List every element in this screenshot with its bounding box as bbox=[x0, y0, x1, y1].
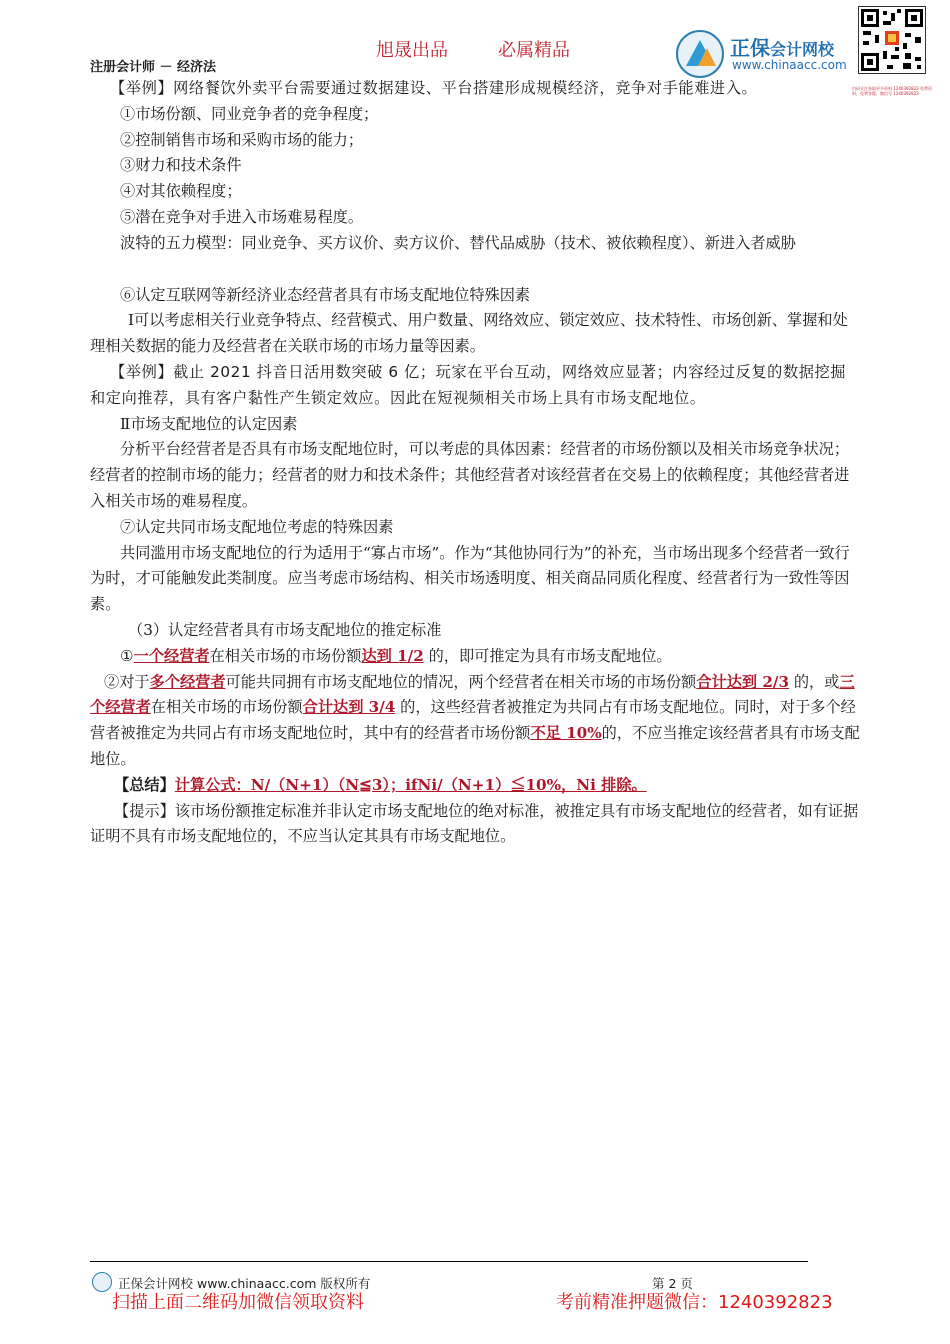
summary: 【总结】计算公式：N/（N+1）（N≦3）；ifNi/（N+1）≦10%，Ni 排除。 bbox=[114, 775, 647, 794]
footer-logo-icon bbox=[92, 1272, 112, 1292]
highlight-two-thirds: 合计达到 2/3 bbox=[696, 672, 790, 691]
example-food-delivery: 【举例】网络餐饮外卖平台需要通过数据建设、平台搭建形成规模经济，竞争对手能难进入。 bbox=[110, 79, 758, 97]
internet-factors: Ⅰ可以考虑相关行业竞争特点、经营模式、用户数量、网络效应、锁定效应、技术特性、市场创新、掌握和处理相关数据的能力及经营者在关联市场的市场力量等因素。 bbox=[90, 311, 848, 356]
example-douyin: 【举例】截止 2021 抖音日活用数突破 6 亿；玩家在平台互动，网络效应显著；内容经过反复的数据挖掘和定向推荐，具有客户黏性产生锁定效应。因此在短视频相关市场上具有市场支配地位。 bbox=[90, 362, 847, 407]
platform-analysis: 分析平台经营者是否具有市场支配地位时，可以考虑的具体因素：经营者的市场份额以及相关市场竞争状况；经营者的控制市场的能力；经营者的财力和技术条件；其他经营者对该经营者在交易上的依赖程度；其他经营者进入相关市场的难易程度。 bbox=[90, 440, 850, 510]
qr-code-icon bbox=[858, 6, 926, 74]
factor-item-5: ⑤潜在竞争对手进入市场难易程度。 bbox=[120, 207, 363, 226]
header-slogan-left: 旭晟出品 bbox=[376, 40, 448, 61]
course-title: 注册会计师 － 经济法 bbox=[90, 60, 217, 75]
highlight-single-operator: 一个经营者 bbox=[133, 646, 210, 665]
highlight-half: 达到 1/2 bbox=[361, 646, 424, 665]
factor-item-3: ③财力和技术条件 bbox=[120, 156, 242, 175]
roman-heading-2: Ⅱ市场支配地位的认定因素 bbox=[120, 414, 298, 433]
hint: 【提示】该市场份额推定标准并非认定市场支配地位的绝对标准，被推定具有市场支配地位的经营者，如有证据证明不具有市场支配地位的，不应当认定其具有市场支配地位。 bbox=[90, 801, 859, 846]
logo-url: www.chinaacc.com bbox=[732, 58, 847, 72]
factor-item-6: ⑥认定互联网等新经济业态经营者具有市场支配地位特殊因素 bbox=[120, 285, 531, 304]
highlight-multiple-operators: 多个经营者 bbox=[149, 672, 226, 691]
section-3-heading: （3）认定经营者具有市场支配地位的推定标准 bbox=[128, 620, 442, 639]
footer-divider bbox=[90, 1261, 808, 1262]
summary-formula: 计算公式：N/（N+1）（N≦3）；ifNi/（N+1）≦10%，Ni 排除。 bbox=[174, 775, 647, 794]
joint-dominance: 共同滥用市场支配地位的行为适用于“寡占市场”。作为“其他协同行为”的补充，当市场出现多个经营者一致行为时，才可能触发此类制度。应当考虑市场结构、相关市场透明度、相关商品同质化程度、经营者行为一致性等因素。 bbox=[90, 543, 850, 614]
highlight-under-ten-percent: 不足 10% bbox=[530, 724, 602, 743]
highlight-three-operators: 三个经营者 bbox=[90, 672, 855, 717]
document-body bbox=[90, 76, 860, 850]
presumption-single: ①一个经营者在相关市场的市场份额达到 1/2 的，即可推定为具有市场支配地位。 bbox=[120, 646, 672, 665]
factor-item-4: ④对其依赖程度； bbox=[120, 182, 242, 201]
factor-item-7: ⑦认定共同市场支配地位考虑的特殊因素 bbox=[120, 517, 394, 536]
page-number: 第 2 页 bbox=[652, 1276, 693, 1291]
logo-sub: 会计网校 bbox=[770, 40, 835, 59]
presumption-multiple: ②对于多个经营者可能共同拥有市场支配地位的情况，两个经营者在相关市场的市场份额合计达到 2/3 的，或三个经营者在相关市场的市场份额合计达到 3/4 的，这些经营者被推定为共同占有市场支配地位。同时，对于多个经营者被推定为共同占有市场支配地位时，其中有的经营者市场份额不足 10%的，不应当推定该经营者具有市场支配地位。 bbox=[90, 672, 860, 768]
qr-caption: 扫码关注获取更多资料 1240392823 免费资料，免费答疑，微信号 1240392823 bbox=[852, 86, 932, 96]
factor-item-1: ①市场份额、同业竞争者的竞争程度； bbox=[120, 104, 379, 123]
footer-copyright: 正保会计网校 www.chinaacc.com 版权所有 bbox=[118, 1276, 371, 1291]
header-slogan-right: 必属精品 bbox=[498, 40, 570, 61]
promo-right: 考前精准押题微信：1240392823 bbox=[556, 1292, 833, 1313]
porter-five-forces: 波特的五力模型：同业竞争、买方议价、卖方议价、替代品威胁（技术、被依赖程度）、新进入者威胁 bbox=[120, 233, 796, 252]
chinaacc-logo bbox=[676, 26, 861, 78]
logo-name: 正保 bbox=[730, 36, 770, 60]
logo-emblem-icon bbox=[676, 30, 724, 78]
factor-item-2: ②控制销售市场和采购市场的能力； bbox=[120, 130, 363, 149]
highlight-three-quarters: 合计达到 3/4 bbox=[302, 698, 396, 717]
promo-left: 扫描上面二维码加微信领取资料 bbox=[112, 1292, 364, 1313]
